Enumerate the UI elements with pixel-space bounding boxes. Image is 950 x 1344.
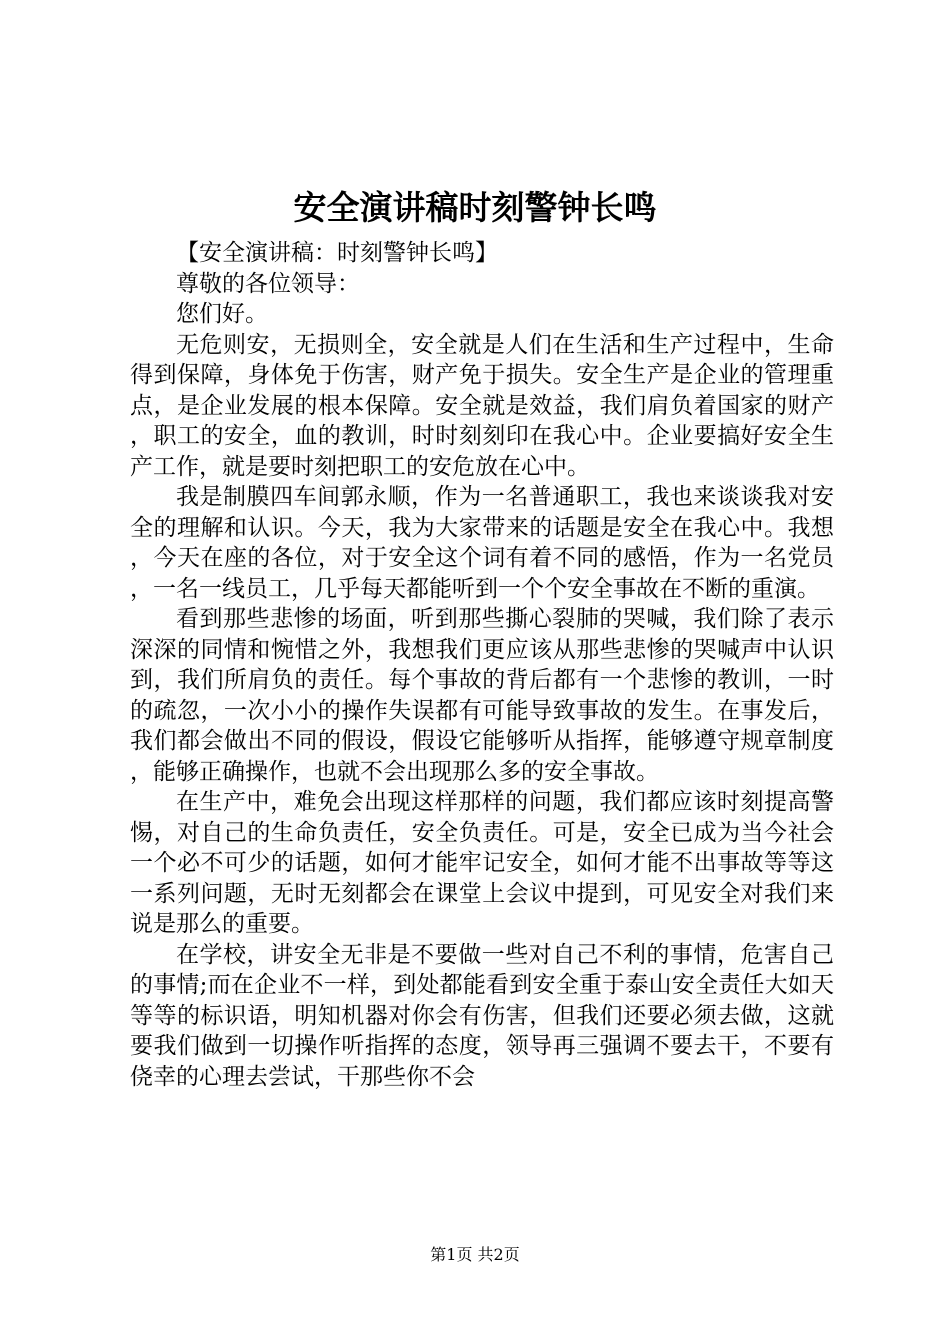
paragraph-salutation: 尊敬的各位领导：: [176, 270, 360, 297]
paragraph: 我是制膜四车间郭永顺，作为一名普通职工，我也来谈谈我对安全的理解和认识。今天，我为大家带来的话题是安全在我心中。我想，今天在座的各位，对于安全这个词有着不同的感悟，作为一名党员，一名一线员工，几乎每天都能听到一个个安全事故在不断的重演。: [130, 484, 834, 602]
paragraph: 在学校，讲安全无非是不要做一些对自己不利的事情，危害自己的事情;而在企业不一样，到处都能看到安全重于泰山安全责任大如天等等的标识语，明知机器对你会有伤害，但我们还要必须去做，这就要我们做到一切操作听指挥的态度，领导再三强调不要去干，不要有侥幸的心理去尝试，干那些你不会: [130, 941, 834, 1090]
document-body: [130, 238, 834, 1092]
paragraph: 无危则安，无损则全，安全就是人们在生活和生产过程中，生命得到保障，身体免于伤害，财产免于损失。安全生产是企业的管理重点，是企业发展的根本保障。安全就是效益，我们肩负着国家的财产，职工的安全，血的教训，时时刻刻印在我心中。企业要搞好安全生产工作，就是要时刻把职工的安危放在心中。: [130, 331, 834, 480]
document-title: 安全演讲稿时刻警钟长鸣: [293, 188, 657, 227]
page-footer: 第1页 共2页: [430, 1245, 520, 1264]
paragraph-greeting: 您们好。: [176, 301, 268, 327]
paragraph: 在生产中，难免会出现这样那样的问题，我们都应该时刻提高警惕，对自己的生命负责任，安全负责任。可是，安全已成为当今社会一个必不可少的话题，如何才能牢记安全，如何才能不出事故等等这一系列问题，无时无刻都会在课堂上会议中提到，可见安全对我们来说是那么的重要。: [130, 789, 834, 937]
paragraph-heading: 【安全演讲稿：时刻警钟长鸣】: [176, 240, 498, 266]
paragraph: 看到那些悲惨的场面，听到那些撕心裂肺的哭喊，我们除了表示深深的同情和惋惜之外，我想我们更应该从那些悲惨的哭喊声中认识到，我们所肩负的责任。每个事故的背后都有一个悲惨的教训，一时的疏忽，一次小小的操作失误都有可能导致事故的发生。在事发后，我们都会做出不同的假设，假设它能够听从指挥，能够遵守规章制度，能够正确操作，也就不会出现那么多的安全事故。: [130, 606, 834, 785]
